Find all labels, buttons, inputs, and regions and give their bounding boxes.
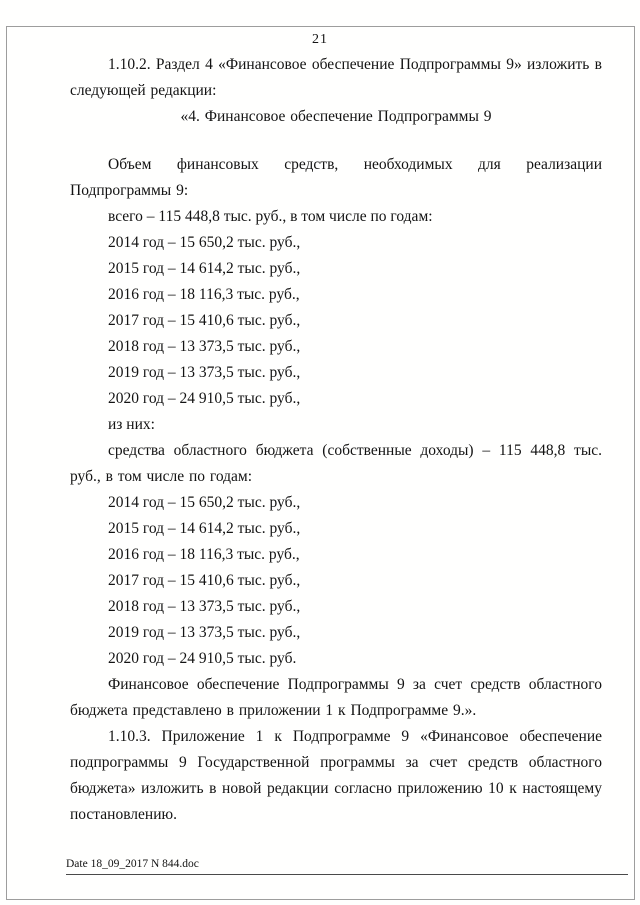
- page-number: 21: [312, 32, 328, 47]
- year-amount-line: 2019 год – 13 373,5 тыс. руб.,: [108, 624, 301, 641]
- footer-filename: Date 18_09_2017 N 844.doc: [66, 858, 199, 870]
- regional-budget-line: средства областного бюджета (собственные доходы) – 115 448,8 тыс. руб., в том числе по годам:: [70, 442, 602, 485]
- total-amount-line: всего – 115 448,8 тыс. руб., в том числе по годам:: [108, 208, 433, 225]
- para-volume: Объем финансовых средств, необходимых для реализации Подпрограммы 9:: [70, 156, 602, 199]
- year-amount-line: 2017 год – 15 410,6 тыс. руб.,: [108, 312, 301, 329]
- footer-rule: [66, 874, 628, 875]
- year-amount-line: 2020 год – 24 910,5 тыс. руб.: [108, 650, 297, 667]
- year-amount-line: 2016 год – 18 116,3 тыс. руб.,: [108, 286, 300, 303]
- year-amount-line: 2019 год – 13 373,5 тыс. руб.,: [108, 364, 301, 381]
- year-amount-line: 2017 год – 15 410,6 тыс. руб.,: [108, 572, 301, 589]
- year-amount-line: 2018 год – 13 373,5 тыс. руб.,: [108, 598, 301, 615]
- page-footer: [66, 857, 628, 875]
- iz-nih-line: из них:: [108, 416, 155, 433]
- year-amount-line: 2014 год – 15 650,2 тыс. руб.,: [108, 494, 301, 511]
- section-heading: «4. Финансовое обеспечение Подпрограммы 9: [180, 108, 492, 125]
- para-1-10-2: 1.10.2. Раздел 4 «Финансовое обеспечение Подпрограммы 9» изложить в следующей редакции:: [70, 56, 602, 99]
- year-amount-line: 2020 год – 24 910,5 тыс. руб.,: [108, 390, 301, 407]
- year-amount-line: 2016 год – 18 116,3 тыс. руб.,: [108, 546, 300, 563]
- year-amount-line: 2018 год – 13 373,5 тыс. руб.,: [108, 338, 301, 355]
- year-amount-line: 2014 год – 15 650,2 тыс. руб.,: [108, 234, 301, 251]
- document-body: [70, 52, 602, 828]
- para-financing: Финансовое обеспечение Подпрограммы 9 за счет средств областного бюджета представлено в приложении 1 к Подпрограмме 9.».: [70, 676, 602, 719]
- year-amount-line: 2015 год – 14 614,2 тыс. руб.,: [108, 520, 301, 537]
- para-1-10-3: 1.10.3. Приложение 1 к Подпрограмме 9 «Финансовое обеспечение подпрограммы 9 Государственной программы за счет средств областного бюджета» изложить в новой редакции согласно приложению 10 к настоящему постановлению.: [70, 728, 602, 823]
- year-amount-line: 2015 год – 14 614,2 тыс. руб.,: [108, 260, 301, 277]
